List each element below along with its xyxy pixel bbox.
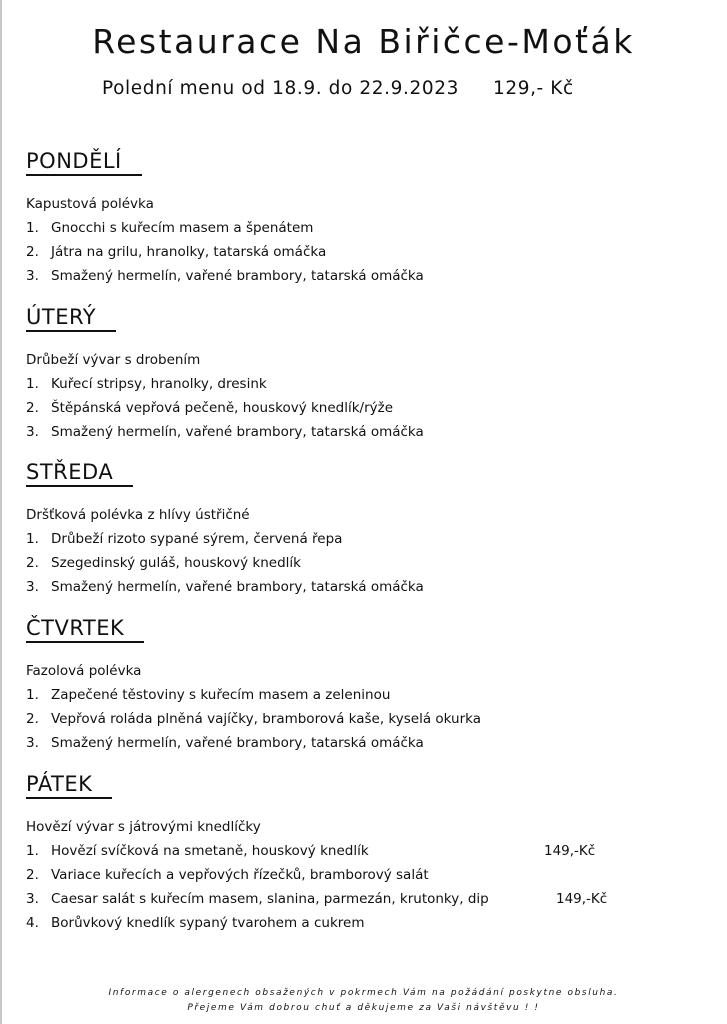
menu-subtitle bbox=[102, 78, 574, 99]
meal-text: Játra na grilu, hranolky, tatarská omáčka bbox=[51, 244, 327, 260]
thanks-note: Přejeme Vám dobrou chuť a děkujeme za Vaši návštěvu ! ! bbox=[187, 1003, 540, 1013]
day-section-friday bbox=[26, 771, 706, 935]
meal-item bbox=[26, 420, 706, 444]
meal-item bbox=[26, 396, 706, 420]
meal-number: 1. bbox=[26, 376, 39, 392]
meal-text: Gnocchi s kuřecím masem a špenátem bbox=[51, 220, 314, 236]
meal-item bbox=[26, 839, 706, 863]
meal-price: 149,-Kč bbox=[556, 891, 608, 907]
meal-text: Smažený hermelín, vařené brambory, tatarská omáčka bbox=[51, 579, 424, 595]
day-section-monday bbox=[26, 148, 706, 288]
day-section-thursday bbox=[26, 615, 706, 755]
allergen-note: Informace o alergenech obsažených v pokrmech Vám na požádání poskytne obsluha. bbox=[108, 988, 619, 998]
meal-item bbox=[26, 887, 706, 911]
meal-text: Caesar salát s kuřecím masem, slanina, parmezán, krutonky, dip bbox=[51, 891, 489, 907]
meal-text: Smažený hermelín, vařené brambory, tatarská omáčka bbox=[51, 424, 424, 440]
meal-text: Variace kuřecích a vepřových řízečků, bramborový salát bbox=[51, 867, 429, 883]
meal-number: 3. bbox=[26, 579, 39, 595]
meal-number: 3. bbox=[26, 735, 39, 751]
meal-text: Szegedinský guláš, houskový knedlík bbox=[51, 555, 301, 571]
meal-text: Smažený hermelín, vařené brambory, tatarská omáčka bbox=[51, 735, 424, 751]
soup: Drůbeží vývar s drobením bbox=[26, 352, 201, 368]
menu-date-range: Polední menu od 18.9. do 22.9.2023 bbox=[102, 78, 459, 99]
meal-item bbox=[26, 216, 706, 240]
meal-list bbox=[26, 527, 706, 599]
soup: Hovězí vývar s játrovými knedlíčky bbox=[26, 819, 261, 835]
day-section-tuesday bbox=[26, 304, 706, 444]
day-title: ÚTERÝ bbox=[26, 304, 116, 332]
day-title: STŘEDA bbox=[26, 459, 133, 487]
meal-item bbox=[26, 863, 706, 887]
meal-item bbox=[26, 575, 706, 599]
meal-number: 4. bbox=[26, 915, 39, 931]
meal-number: 3. bbox=[26, 891, 39, 907]
meal-item bbox=[26, 240, 706, 264]
meal-number: 1. bbox=[26, 220, 39, 236]
meal-text: Zapečené těstoviny s kuřecím masem a zeleninou bbox=[51, 687, 391, 703]
day-title: ČTVRTEK bbox=[26, 615, 144, 643]
meal-number: 1. bbox=[26, 531, 39, 547]
soup: Fazolová polévka bbox=[26, 663, 142, 679]
meal-number: 1. bbox=[26, 687, 39, 703]
day-title: PÁTEK bbox=[26, 771, 112, 799]
meal-text: Vepřová roláda plněná vajíčky, bramborová kaše, kyselá okurka bbox=[51, 711, 482, 727]
meal-item bbox=[26, 731, 706, 755]
meal-text: Štěpánská vepřová pečeně, houskový knedlík/rýže bbox=[51, 400, 394, 416]
meal-number: 3. bbox=[26, 268, 39, 284]
meal-list bbox=[26, 839, 706, 935]
soup: Dršťková polévka z hlívy ústřičné bbox=[26, 507, 250, 523]
meal-number: 1. bbox=[26, 843, 39, 859]
meal-text: Smažený hermelín, vařené brambory, tatarská omáčka bbox=[51, 268, 424, 284]
meal-number: 2. bbox=[26, 867, 39, 883]
soup: Kapustová polévka bbox=[26, 196, 154, 212]
restaurant-title: Restaurace Na Biřičce-Moťák bbox=[92, 22, 635, 61]
meal-item bbox=[26, 372, 706, 396]
meal-item bbox=[26, 264, 706, 288]
meal-list bbox=[26, 372, 706, 444]
page-edge bbox=[0, 0, 2, 1024]
day-section-wednesday bbox=[26, 459, 706, 599]
meal-list bbox=[26, 216, 706, 288]
footer-note bbox=[0, 986, 727, 1016]
meal-list bbox=[26, 683, 706, 755]
day-title: PONDĚLÍ bbox=[26, 148, 142, 176]
menu-price: 129,- Kč bbox=[492, 78, 574, 99]
meal-item bbox=[26, 551, 706, 575]
meal-text: Kuřecí stripsy, hranolky, dresink bbox=[51, 376, 267, 392]
meal-text: Hovězí svíčková na smetaně, houskový knedlík bbox=[51, 843, 369, 859]
meal-number: 2. bbox=[26, 400, 39, 416]
meal-item bbox=[26, 911, 706, 935]
meal-price: 149,-Kč bbox=[544, 843, 596, 859]
meal-text: Drůbeží rizoto sypané sýrem, červená řepa bbox=[51, 531, 343, 547]
meal-number: 3. bbox=[26, 424, 39, 440]
meal-text: Borůvkový knedlík sypaný tvarohem a cukrem bbox=[51, 915, 365, 931]
meal-item bbox=[26, 707, 706, 731]
meal-number: 2. bbox=[26, 711, 39, 727]
meal-number: 2. bbox=[26, 555, 39, 571]
meal-item bbox=[26, 683, 706, 707]
meal-item bbox=[26, 527, 706, 551]
meal-number: 2. bbox=[26, 244, 39, 260]
